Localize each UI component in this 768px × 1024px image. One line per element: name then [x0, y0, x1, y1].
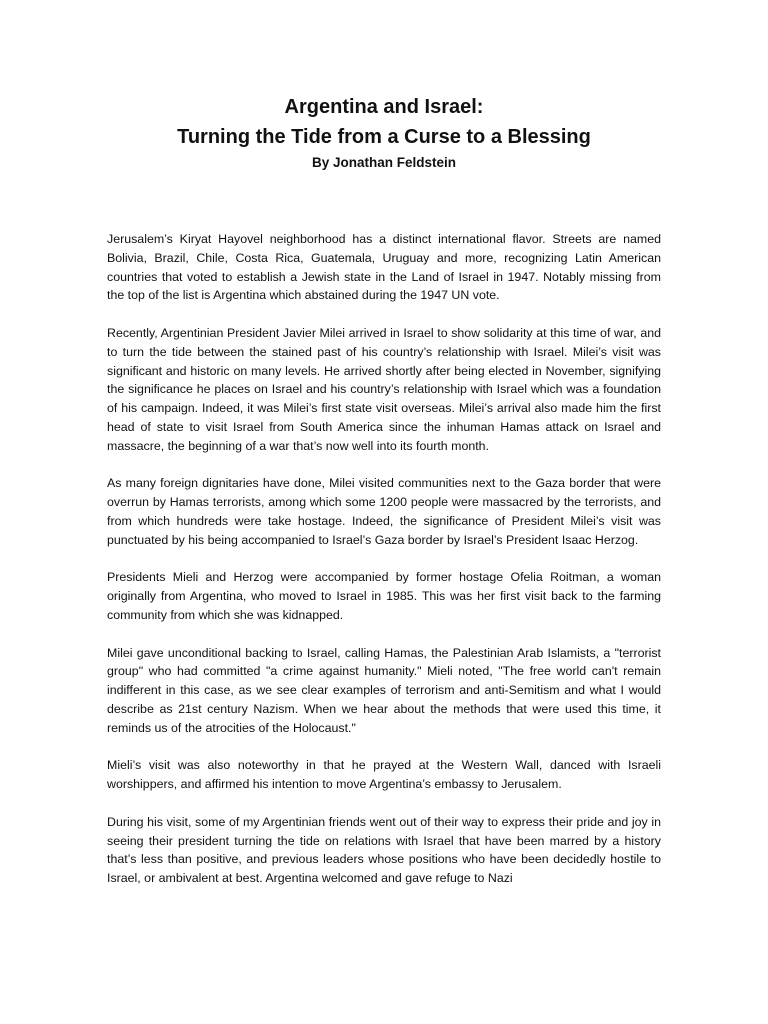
- paragraph: Milei gave unconditional backing to Israel, calling Hamas, the Palestinian Arab Islamists, a "terrorist group" who had committed "a crime against humanity." Mieli noted, "The free world can't remain indifferent in this case, as we see clear examples of terrorism and anti-Semitism and what I would describe as 21st century Nazism. When we hear about the methods that were used this time, it reminds us of the atrocities of the Holocaust.": [107, 645, 661, 735]
- paragraph: Jerusalem’s Kiryat Hayovel neighborhood has a distinct international flavor. Streets are named Bolivia, Brazil, Chile, Costa Rica, Guatemala, Uruguay and more, recognizing Latin American countries that voted to establish a Jewish state in the Land of Israel in 1947. Notably missing from the top of the list is Argentina which abstained during the 1947 UN vote.: [107, 232, 661, 303]
- title-line-2: Turning the Tide from a Curse to a Blessing: [177, 126, 591, 148]
- paragraph: Recently, Argentinian President Javier Milei arrived in Israel to show solidarity at this time of war, and to turn the tide between the stained past of his country’s relationship with Israel. Milei’s visit was significant and historic on many levels. He arrived shortly after being elected in November, signifying the significance he places on Israel and his country’s relationship with Israel which was a foundation of his campaign. Indeed, it was Milei’s first state visit overseas. Milei’s arrival also made him the first head of state to visit Israel from South America since the inhuman Hamas attack on Israel and massacre, the beginning of a war that’s now well into its fourth month.: [107, 325, 661, 453]
- title-block: [0, 92, 768, 174]
- paragraph: During his visit, some of my Argentinian friends went out of their way to express their pride and joy in seeing their president turning the tide on relations with Israel that have been marred by a history that’s less than positive, and previous leaders whose positions who have been decidedly hostile to Israel, or ambivalent at best. Argentina welcomed and gave refuge to Nazi: [107, 814, 661, 886]
- byline: By Jonathan Feldstein: [311, 155, 457, 170]
- paragraph: Mieli’s visit was also noteworthy in that he prayed at the Western Wall, danced with Israeli worshippers, and affirmed his intention to move Argentina’s embassy to Jerusalem.: [107, 758, 661, 792]
- paragraph: As many foreign dignitaries have done, Milei visited communities next to the Gaza border that were overrun by Hamas terrorists, among which some 1200 people were massacred by the terrorists, and from which hundreds were take hostage. Indeed, the significance of President Milei’s visit was punctuated by his being accompanied to Israel’s Gaza border by Israel’s President Isaac Herzog.: [107, 476, 661, 547]
- article-body: [107, 230, 661, 907]
- paragraph: Presidents Mieli and Herzog were accompanied by former hostage Ofelia Roitman, a woman originally from Argentina, who moved to Israel in 1985. This was her first visit back to the farming community from which she was kidnapped.: [107, 570, 661, 622]
- title-line-1: Argentina and Israel:: [284, 96, 484, 118]
